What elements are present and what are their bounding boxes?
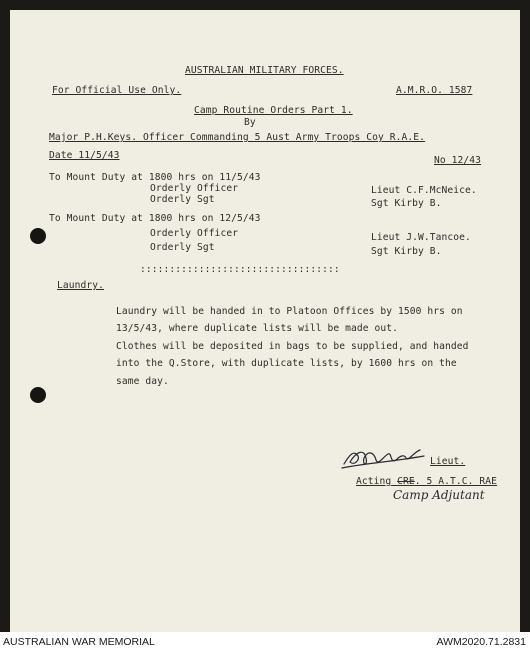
binder-hole-bottom <box>30 387 46 403</box>
duty-line-1: To Mount Duty at 1800 hrs on 11/5/43 <box>49 172 261 183</box>
duty-2-sgt-role: Orderly Sgt <box>150 242 215 253</box>
duty-line-2: To Mount Duty at 1800 hrs on 12/5/43 <box>49 213 261 224</box>
separator-line: :::::::::::::::::::::::::::::::::: <box>140 264 340 275</box>
duty-1-sgt-name: Sgt Kirby B. <box>371 198 442 209</box>
laundry-paragraph-1-line-1: Laundry will be handed in to Platoon Offices by 1500 hrs on <box>116 306 463 317</box>
order-reference: A.M.R.O. 1587 <box>396 85 473 96</box>
order-date: Date 11/5/43 <box>49 150 120 161</box>
duty-1-officer-name: Lieut C.F.McNeice. <box>371 185 477 196</box>
laundry-heading: Laundry. <box>57 280 105 291</box>
laundry-paragraph-2-line-3: same day. <box>116 376 169 387</box>
laundry-paragraph-2-line-2: into the Q.Store, with duplicate lists, by 1600 hrs on the <box>116 358 457 369</box>
commanding-officer: Major P.H.Keys. Officer Commanding 5 Aust Army Troops Coy R.A.E. <box>49 132 426 143</box>
order-number: No 12/43 <box>434 155 482 166</box>
laundry-paragraph-1-line-2: 13/5/43, where duplicate lists will be made out. <box>116 323 399 334</box>
laundry-paragraph-2-line-1: Clothes will be deposited in bags to be supplied, and handed <box>116 341 469 352</box>
document-page <box>10 10 520 632</box>
duty-2-officer-role: Orderly Officer <box>150 228 239 239</box>
signature-acting: Acting CRE. 5 A.T.C. RAE <box>356 476 498 487</box>
signature-rank: Lieut. <box>430 456 466 467</box>
handwritten-signature <box>340 442 430 474</box>
duty-1-officer-role: Orderly Officer <box>150 183 239 194</box>
archive-footer <box>0 632 530 653</box>
duty-2-officer-name: Lieut J.W.Tancoe. <box>371 232 471 243</box>
classification-label: For Official Use Only. <box>52 85 182 96</box>
by-label: By <box>244 117 256 128</box>
duty-1-sgt-role: Orderly Sgt <box>150 194 215 205</box>
document-header: AUSTRALIAN MILITARY FORCES. <box>185 65 344 76</box>
binder-hole-top <box>30 228 46 244</box>
document-title: Camp Routine Orders Part 1. <box>194 105 353 116</box>
duty-2-sgt-name: Sgt Kirby B. <box>371 246 442 257</box>
handwritten-appointment: Camp Adjutant <box>393 488 485 502</box>
archive-accession-number: AWM2020.71.2831 <box>436 636 526 648</box>
archive-name: AUSTRALIAN WAR MEMORIAL <box>3 636 155 648</box>
